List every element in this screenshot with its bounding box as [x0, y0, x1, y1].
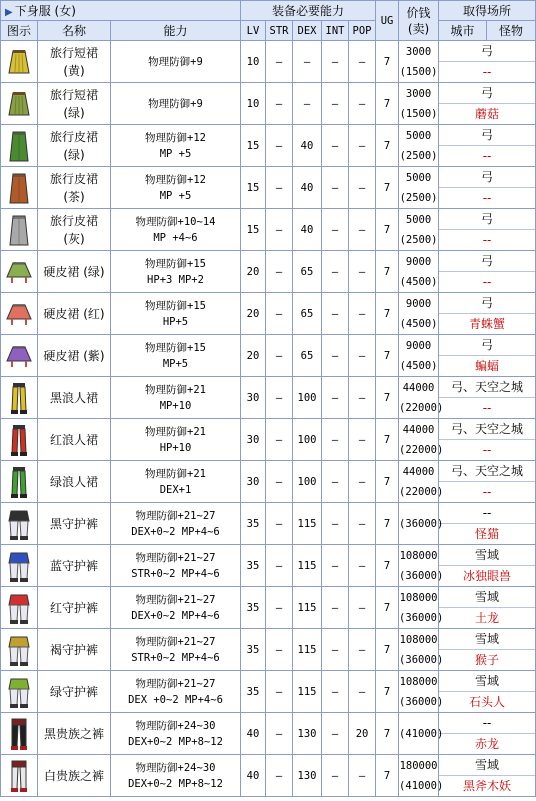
- hard-skirt-icon: [1, 297, 37, 331]
- wave-pants-icon: [1, 381, 37, 415]
- item-pop: –: [349, 545, 376, 587]
- item-monster: --: [482, 65, 492, 79]
- item-icon-cell: [1, 83, 38, 125]
- table-row: [1, 419, 536, 461]
- item-int: –: [322, 125, 349, 167]
- int-header: INT: [322, 21, 349, 41]
- long-skirt-icon: [1, 129, 37, 163]
- item-name: 红浪人裙: [38, 419, 111, 461]
- item-ability: 物理防御+9: [111, 41, 241, 83]
- item-lv: 10: [241, 83, 266, 125]
- table-row: [1, 167, 536, 209]
- table-row: [1, 671, 536, 713]
- item-lv: 20: [241, 335, 266, 377]
- item-int: –: [322, 293, 349, 335]
- hard-skirt-icon: [1, 339, 37, 373]
- item-price: (41000): [399, 713, 439, 755]
- item-pop: –: [349, 587, 376, 629]
- guard-pants-icon: [1, 507, 37, 541]
- item-source: [439, 335, 536, 377]
- icon-header: 图示: [1, 21, 38, 41]
- item-lv: 30: [241, 461, 266, 503]
- item-price: 3000 (1500): [399, 41, 439, 83]
- table-row: [1, 377, 536, 419]
- item-str: –: [266, 251, 293, 293]
- item-monster: --: [482, 443, 492, 457]
- item-lv: 30: [241, 377, 266, 419]
- table-row: [1, 713, 536, 755]
- item-city: 弓: [439, 293, 535, 314]
- item-price: 44000 (22000): [399, 419, 439, 461]
- item-name: 绿浪人裙: [38, 461, 111, 503]
- item-ug: 7: [376, 377, 399, 419]
- item-ability: 物理防御+12 MP +5: [111, 167, 241, 209]
- item-price: 180000 (41000): [399, 755, 439, 797]
- item-int: –: [322, 209, 349, 251]
- item-pop: –: [349, 293, 376, 335]
- item-pop: –: [349, 503, 376, 545]
- item-int: –: [322, 41, 349, 83]
- item-rows: [1, 41, 536, 797]
- table-row: [1, 755, 536, 797]
- item-price: 5000 (2500): [399, 209, 439, 251]
- item-ability: 物理防御+10~14 MP +4~6: [111, 209, 241, 251]
- table-row: [1, 335, 536, 377]
- item-icon-cell: [1, 587, 38, 629]
- item-price: 108000 (36000): [399, 545, 439, 587]
- item-price: 5000 (2500): [399, 167, 439, 209]
- item-ug: 7: [376, 419, 399, 461]
- item-str: –: [266, 83, 293, 125]
- item-monster: --: [482, 233, 492, 247]
- item-monster: 蝙蝠: [475, 359, 500, 373]
- item-monster: 石头人: [469, 695, 506, 709]
- item-city: --: [439, 713, 535, 734]
- str-header: STR: [266, 21, 293, 41]
- item-source: [439, 125, 536, 167]
- lv-header: LV: [241, 21, 266, 41]
- item-monster: 赤龙: [475, 737, 500, 751]
- pop-header: POP: [349, 21, 376, 41]
- item-source: [439, 209, 536, 251]
- item-price: 5000 (2500): [399, 125, 439, 167]
- table-row: [1, 41, 536, 83]
- item-dex: 65: [293, 335, 322, 377]
- item-int: –: [322, 545, 349, 587]
- item-pop: –: [349, 335, 376, 377]
- item-int: –: [322, 167, 349, 209]
- dex-header: DEX: [293, 21, 322, 41]
- item-monster: --: [482, 275, 492, 289]
- item-dex: –: [293, 83, 322, 125]
- item-monster: 怪猫: [475, 527, 500, 541]
- section-title: ▶ 下身服 (女): [1, 1, 241, 21]
- item-lv: 35: [241, 629, 266, 671]
- item-city: 弓: [439, 83, 535, 104]
- item-str: –: [266, 503, 293, 545]
- item-source: [439, 587, 536, 629]
- item-name: 褐守护裤: [38, 629, 111, 671]
- item-dex: 115: [293, 629, 322, 671]
- item-dex: 40: [293, 209, 322, 251]
- item-icon-cell: [1, 461, 38, 503]
- item-icon-cell: [1, 209, 38, 251]
- noble-pants-icon: [1, 759, 37, 793]
- item-name: 硬皮裙 (紫): [38, 335, 111, 377]
- item-source: [439, 545, 536, 587]
- item-int: –: [322, 419, 349, 461]
- item-source: [439, 419, 536, 461]
- item-lv: 15: [241, 209, 266, 251]
- item-name: 白贵族之裤: [38, 755, 111, 797]
- item-str: –: [266, 545, 293, 587]
- item-pop: –: [349, 41, 376, 83]
- item-dex: 115: [293, 503, 322, 545]
- item-int: –: [322, 377, 349, 419]
- item-dex: 115: [293, 671, 322, 713]
- item-int: –: [322, 713, 349, 755]
- table-row: [1, 83, 536, 125]
- item-ability: 物理防御+24~30 DEX+0~2 MP+8~12: [111, 713, 241, 755]
- item-pop: –: [349, 251, 376, 293]
- item-lv: 35: [241, 545, 266, 587]
- item-icon-cell: [1, 41, 38, 83]
- item-int: –: [322, 335, 349, 377]
- item-dex: 65: [293, 293, 322, 335]
- item-city: 雪域: [439, 755, 535, 776]
- item-int: –: [322, 461, 349, 503]
- item-ug: 7: [376, 629, 399, 671]
- item-lv: 35: [241, 587, 266, 629]
- item-ability: 物理防御+21~27 STR+0~2 MP+4~6: [111, 629, 241, 671]
- item-ability: 物理防御+9: [111, 83, 241, 125]
- item-ug: 7: [376, 335, 399, 377]
- item-lv: 20: [241, 251, 266, 293]
- item-city: 弓: [439, 167, 535, 188]
- item-int: –: [322, 503, 349, 545]
- item-pop: –: [349, 167, 376, 209]
- item-pop: –: [349, 125, 376, 167]
- wave-pants-icon: [1, 423, 37, 457]
- item-ug: 7: [376, 125, 399, 167]
- item-pop: –: [349, 419, 376, 461]
- item-int: –: [322, 629, 349, 671]
- item-dex: 100: [293, 377, 322, 419]
- item-name: 旅行短裙 (绿): [38, 83, 111, 125]
- item-icon-cell: [1, 377, 38, 419]
- wave-pants-icon: [1, 465, 37, 499]
- item-price: 44000 (22000): [399, 377, 439, 419]
- item-name: 黑浪人裙: [38, 377, 111, 419]
- item-icon-cell: [1, 755, 38, 797]
- item-int: –: [322, 587, 349, 629]
- item-source: [439, 755, 536, 797]
- item-monster: --: [482, 485, 492, 499]
- item-city: --: [439, 503, 535, 524]
- item-city: 弓、天空之城: [439, 461, 535, 482]
- item-lv: 35: [241, 503, 266, 545]
- item-ug: 7: [376, 461, 399, 503]
- table-row: [1, 209, 536, 251]
- item-icon-cell: [1, 419, 38, 461]
- item-str: –: [266, 167, 293, 209]
- item-price: 9000 (4500): [399, 293, 439, 335]
- item-dex: 100: [293, 461, 322, 503]
- item-lv: 15: [241, 125, 266, 167]
- table-row: [1, 587, 536, 629]
- item-int: –: [322, 83, 349, 125]
- item-price: 9000 (4500): [399, 335, 439, 377]
- item-city: 雪域: [439, 587, 535, 608]
- item-ability: 物理防御+24~30 DEX+0~2 MP+8~12: [111, 755, 241, 797]
- item-pop: 20: [349, 713, 376, 755]
- guard-pants-icon: [1, 549, 37, 583]
- item-lv: 35: [241, 671, 266, 713]
- item-lv: 20: [241, 293, 266, 335]
- item-dex: 115: [293, 545, 322, 587]
- guard-pants-icon: [1, 675, 37, 709]
- item-str: –: [266, 125, 293, 167]
- item-ability: 物理防御+21~27 DEX+0~2 MP+4~6: [111, 503, 241, 545]
- item-icon-cell: [1, 125, 38, 167]
- item-monster: 土龙: [475, 611, 500, 625]
- item-city: 弓: [439, 125, 535, 146]
- item-dex: 115: [293, 587, 322, 629]
- item-ability: 物理防御+15 MP+5: [111, 335, 241, 377]
- item-icon-cell: [1, 335, 38, 377]
- item-str: –: [266, 713, 293, 755]
- item-name: 硬皮裙 (绿): [38, 251, 111, 293]
- item-icon-cell: [1, 167, 38, 209]
- item-name: 黑贵族之裤: [38, 713, 111, 755]
- item-pop: –: [349, 83, 376, 125]
- item-str: –: [266, 293, 293, 335]
- item-name: 绿守护裤: [38, 671, 111, 713]
- item-city: 弓、天空之城: [439, 377, 535, 398]
- table-row: [1, 629, 536, 671]
- item-price: 108000 (36000): [399, 671, 439, 713]
- item-city: 雪域: [439, 629, 535, 650]
- item-city: 雪域: [439, 671, 535, 692]
- short-skirt-icon: [1, 87, 37, 121]
- item-monster: 蘑菇: [475, 107, 500, 121]
- noble-pants-icon: [1, 717, 37, 751]
- item-source: [439, 167, 536, 209]
- item-ability: 物理防御+21~27 DEX +0~2 MP+4~6: [111, 671, 241, 713]
- item-str: –: [266, 335, 293, 377]
- item-dex: 40: [293, 167, 322, 209]
- item-dex: 130: [293, 713, 322, 755]
- item-name: 蓝守护裤: [38, 545, 111, 587]
- item-ug: 7: [376, 293, 399, 335]
- item-ug: 7: [376, 671, 399, 713]
- item-city: 弓、天空之城: [439, 419, 535, 440]
- item-city: 弓: [439, 41, 535, 62]
- item-dex: 130: [293, 755, 322, 797]
- item-ability: 物理防御+21~27 DEX+0~2 MP+4~6: [111, 587, 241, 629]
- ability-header: 能力: [111, 21, 241, 41]
- item-name: 旅行皮裙 (绿): [38, 125, 111, 167]
- item-int: –: [322, 251, 349, 293]
- item-name: 红守护裤: [38, 587, 111, 629]
- source-header: 取得场所: [439, 1, 536, 21]
- long-skirt-icon: [1, 213, 37, 247]
- item-int: –: [322, 755, 349, 797]
- item-str: –: [266, 671, 293, 713]
- item-ug: 7: [376, 755, 399, 797]
- item-int: –: [322, 671, 349, 713]
- item-pop: –: [349, 629, 376, 671]
- long-skirt-icon: [1, 171, 37, 205]
- item-city: 弓: [439, 251, 535, 272]
- item-name: 硬皮裙 (红): [38, 293, 111, 335]
- item-price: 108000 (36000): [399, 587, 439, 629]
- item-ability: 物理防御+12 MP +5: [111, 125, 241, 167]
- item-monster: --: [482, 149, 492, 163]
- item-lv: 10: [241, 41, 266, 83]
- item-monster: --: [482, 401, 492, 415]
- name-header: 名称: [38, 21, 111, 41]
- item-ug: 7: [376, 167, 399, 209]
- item-lv: 15: [241, 167, 266, 209]
- item-city: 雪域: [439, 545, 535, 566]
- item-str: –: [266, 419, 293, 461]
- item-dex: 100: [293, 419, 322, 461]
- item-str: –: [266, 755, 293, 797]
- item-city: 弓: [439, 209, 535, 230]
- item-price: 9000 (4500): [399, 251, 439, 293]
- item-monster: 冰独眼兽: [463, 569, 512, 583]
- item-ability: 物理防御+15 HP+5: [111, 293, 241, 335]
- item-ability: 物理防御+21 HP+10: [111, 419, 241, 461]
- arrow-icon: ▶: [5, 7, 13, 18]
- item-icon-cell: [1, 293, 38, 335]
- item-name: 旅行短裙 (黄): [38, 41, 111, 83]
- table-row: [1, 293, 536, 335]
- item-ug: 7: [376, 713, 399, 755]
- short-skirt-icon: [1, 45, 37, 79]
- item-price: 108000 (36000): [399, 629, 439, 671]
- item-str: –: [266, 461, 293, 503]
- item-ability: 物理防御+15 HP+3 MP+2: [111, 251, 241, 293]
- item-ug: 7: [376, 41, 399, 83]
- item-lv: 40: [241, 713, 266, 755]
- item-source: [439, 377, 536, 419]
- item-ability: 物理防御+21~27 STR+0~2 MP+4~6: [111, 545, 241, 587]
- item-price: 44000 (22000): [399, 461, 439, 503]
- item-ug: 7: [376, 503, 399, 545]
- item-str: –: [266, 629, 293, 671]
- item-source: [439, 83, 536, 125]
- guard-pants-icon: [1, 591, 37, 625]
- item-source: [439, 629, 536, 671]
- item-str: –: [266, 209, 293, 251]
- item-pop: –: [349, 755, 376, 797]
- item-icon-cell: [1, 629, 38, 671]
- item-lv: 40: [241, 755, 266, 797]
- item-source: [439, 671, 536, 713]
- item-icon-cell: [1, 545, 38, 587]
- item-ug: 7: [376, 251, 399, 293]
- table-row: [1, 545, 536, 587]
- table-row: [1, 125, 536, 167]
- item-pop: –: [349, 671, 376, 713]
- item-source: [439, 41, 536, 83]
- monster-header: 怪物: [487, 21, 536, 41]
- item-monster: 黑斧木妖: [463, 779, 512, 793]
- item-icon-cell: [1, 671, 38, 713]
- item-ug: 7: [376, 545, 399, 587]
- item-pop: –: [349, 209, 376, 251]
- guard-pants-icon: [1, 633, 37, 667]
- item-source: [439, 503, 536, 545]
- item-ug: 7: [376, 209, 399, 251]
- item-str: –: [266, 377, 293, 419]
- item-monster: --: [482, 191, 492, 205]
- item-dex: –: [293, 41, 322, 83]
- item-icon-cell: [1, 713, 38, 755]
- item-dex: 65: [293, 251, 322, 293]
- table-row: [1, 503, 536, 545]
- required-ability-header: 装备必要能力: [241, 1, 376, 21]
- item-source: [439, 251, 536, 293]
- item-source: [439, 293, 536, 335]
- item-pop: –: [349, 461, 376, 503]
- price-header: 价钱 (卖): [399, 1, 439, 41]
- item-source: [439, 461, 536, 503]
- table-row: [1, 251, 536, 293]
- item-pop: –: [349, 377, 376, 419]
- item-icon-cell: [1, 503, 38, 545]
- item-source: [439, 713, 536, 755]
- ug-header: UG: [376, 1, 399, 41]
- item-ability: 物理防御+21 DEX+1: [111, 461, 241, 503]
- item-price: (36000): [399, 503, 439, 545]
- item-lv: 30: [241, 419, 266, 461]
- item-name: 黑守护裤: [38, 503, 111, 545]
- item-ability: 物理防御+21 MP+10: [111, 377, 241, 419]
- hard-skirt-icon: [1, 255, 37, 289]
- item-price: 3000 (1500): [399, 83, 439, 125]
- item-dex: 40: [293, 125, 322, 167]
- item-str: –: [266, 587, 293, 629]
- item-monster: 猴子: [475, 653, 500, 667]
- item-city: 弓: [439, 335, 535, 356]
- item-name: 旅行皮裙 (茶): [38, 167, 111, 209]
- item-str: –: [266, 41, 293, 83]
- item-ug: 7: [376, 587, 399, 629]
- item-icon-cell: [1, 251, 38, 293]
- city-header: 城市: [439, 21, 487, 41]
- item-monster: 青蛛蟹: [469, 317, 506, 331]
- table-row: [1, 461, 536, 503]
- item-name: 旅行皮裙 (灰): [38, 209, 111, 251]
- item-ug: 7: [376, 83, 399, 125]
